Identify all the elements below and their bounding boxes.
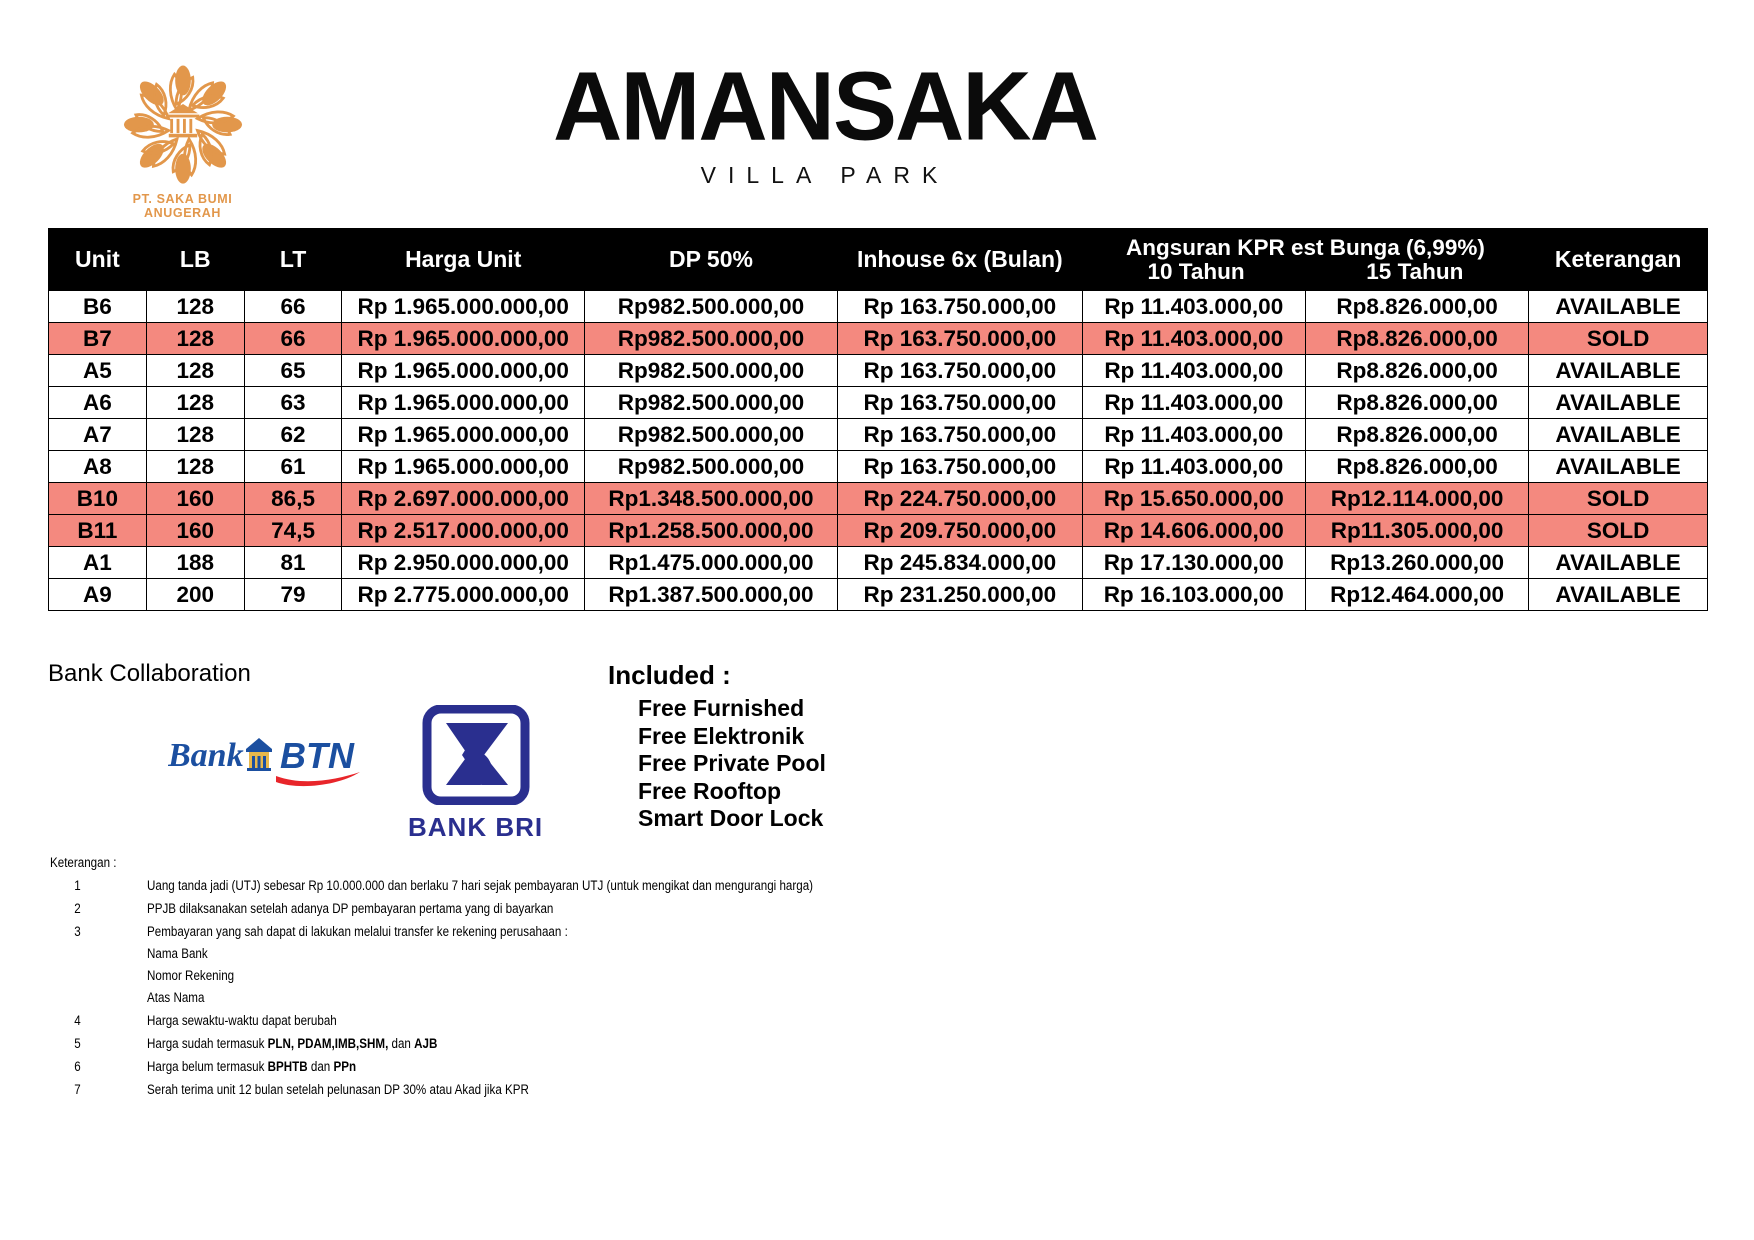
lt-cell: 62 — [244, 419, 342, 451]
status-cell: AVAILABLE — [1529, 355, 1708, 387]
bank-bri-logo-icon — [422, 705, 530, 805]
lt-cell: 81 — [244, 547, 342, 579]
included-item: Free Private Pool — [638, 750, 826, 776]
page-header — [0, 0, 1754, 225]
note-number: 5 — [74, 1036, 81, 1051]
note-text: Harga sewaktu-waktu dapat berubah — [147, 1013, 337, 1028]
bank-btn-logo — [168, 730, 368, 797]
kpr-10-tahun-cell: Rp 16.103.000,00 — [1082, 579, 1305, 611]
kpr-15-tahun-cell: Rp8.826.000,00 — [1305, 323, 1528, 355]
note-number: 4 — [74, 1013, 81, 1028]
amansaka-wordmark-icon — [545, 60, 1105, 156]
col-header-kpr-group — [1082, 229, 1529, 291]
brand-logo — [545, 60, 1105, 189]
included-list — [608, 695, 826, 833]
note-number: 6 — [74, 1059, 81, 1074]
lt-cell: 61 — [244, 451, 342, 483]
harga-unit-cell: Rp 2.775.000.000,00 — [342, 579, 584, 611]
unit-cell: A9 — [49, 579, 147, 611]
inhouse-cell: Rp 209.750.000,00 — [838, 515, 1083, 547]
dp50-cell: Rp982.500.000,00 — [584, 419, 837, 451]
note-text: Serah terima unit 12 bulan setelah pelunasan DP 30% atau Akad jika KPR — [147, 1082, 529, 1097]
lt-cell: 79 — [244, 579, 342, 611]
harga-unit-cell: Rp 2.517.000.000,00 — [342, 515, 584, 547]
floral-mandala-temple-icon — [108, 62, 258, 190]
lb-cell: 128 — [146, 323, 244, 355]
unit-cell: A6 — [49, 387, 147, 419]
harga-unit-cell: Rp 1.965.000.000,00 — [342, 291, 584, 323]
included-section — [608, 660, 826, 833]
table-row — [49, 451, 1708, 483]
lt-cell: 86,5 — [244, 483, 342, 515]
unit-cell: B7 — [49, 323, 147, 355]
inhouse-cell: Rp 163.750.000,00 — [838, 451, 1083, 483]
unit-cell: B6 — [49, 291, 147, 323]
included-item: Smart Door Lock — [638, 805, 824, 831]
kpr-15-tahun-cell: Rp12.114.000,00 — [1305, 483, 1528, 515]
status-cell: AVAILABLE — [1529, 579, 1708, 611]
dp50-cell: Rp1.475.000.000,00 — [584, 547, 837, 579]
lb-cell: 128 — [146, 291, 244, 323]
col-header-harga-unit: Harga Unit — [342, 229, 584, 291]
note-item — [50, 1082, 1250, 1097]
note-text: Pembayaran yang sah dapat di lakukan melalui transfer ke rekening perusahaan : — [147, 924, 568, 939]
unit-cell: A1 — [49, 547, 147, 579]
kpr-10-tahun-cell: Rp 11.403.000,00 — [1082, 387, 1305, 419]
harga-unit-cell: Rp 1.965.000.000,00 — [342, 387, 584, 419]
table-row — [49, 579, 1708, 611]
lb-cell: 200 — [146, 579, 244, 611]
status-cell: SOLD — [1529, 483, 1708, 515]
note-text: Uang tanda jadi (UTJ) sebesar Rp 10.000.000 dan berlaku 7 hari sejak pembayaran UTJ (untuk mengikat dan mengurangi harga) — [147, 878, 814, 893]
lt-cell: 66 — [244, 291, 342, 323]
bank-collaboration-label: Bank Collaboration — [48, 660, 251, 687]
unit-cell: A5 — [49, 355, 147, 387]
kpr-15-tahun-cell: Rp8.826.000,00 — [1305, 451, 1528, 483]
kpr-15-tahun-cell: Rp11.305.000,00 — [1305, 515, 1528, 547]
bank-collaboration-section — [48, 660, 648, 842]
table-row — [49, 547, 1708, 579]
company-name: PT. SAKA BUMI ANUGERAH — [132, 192, 233, 220]
unit-cell: A7 — [49, 419, 147, 451]
svg-text:Bank: Bank — [168, 737, 244, 774]
lb-cell: 128 — [146, 451, 244, 483]
lb-cell: 128 — [146, 355, 244, 387]
kpr-15-tahun-cell: Rp12.464.000,00 — [1305, 579, 1528, 611]
table-row — [49, 515, 1708, 547]
note-item — [50, 1013, 1250, 1028]
note-subitem: Nomor Rekening — [147, 968, 235, 983]
kpr-15-tahun-cell: Rp8.826.000,00 — [1305, 355, 1528, 387]
notes-body — [50, 878, 1250, 1097]
status-cell: AVAILABLE — [1529, 451, 1708, 483]
unit-cell: B11 — [49, 515, 147, 547]
inhouse-cell: Rp 224.750.000,00 — [838, 483, 1083, 515]
note-item — [50, 924, 1250, 939]
kpr-10-tahun-cell: Rp 15.650.000,00 — [1082, 483, 1305, 515]
col-header-unit: Unit — [49, 229, 147, 291]
lb-cell: 188 — [146, 547, 244, 579]
kpr-15-tahun-cell: Rp8.826.000,00 — [1305, 291, 1528, 323]
inhouse-cell: Rp 245.834.000,00 — [838, 547, 1083, 579]
kpr-10-tahun-cell: Rp 11.403.000,00 — [1082, 419, 1305, 451]
dp50-cell: Rp982.500.000,00 — [584, 387, 837, 419]
col-header-lb: LB — [146, 229, 244, 291]
col-header-keterangan: Keterangan — [1529, 229, 1708, 291]
note-item — [50, 1059, 1250, 1074]
dp50-cell: Rp982.500.000,00 — [584, 451, 837, 483]
inhouse-cell: Rp 231.250.000,00 — [838, 579, 1083, 611]
dp50-cell: Rp1.258.500.000,00 — [584, 515, 837, 547]
bank-btn-logo-icon — [168, 730, 368, 792]
kpr-15-tahun-cell: Rp8.826.000,00 — [1305, 419, 1528, 451]
unit-cell: A8 — [49, 451, 147, 483]
bank-logos — [168, 705, 543, 843]
note-text: PPJB dilaksanakan setelah adanya DP pembayaran pertama yang di bayarkan — [147, 901, 554, 916]
svg-text:AMANSAKA: AMANSAKA — [553, 60, 1097, 156]
price-table-container — [48, 228, 1708, 611]
note-number: 1 — [74, 878, 81, 893]
brand-subtitle: VILLA PARK — [700, 162, 950, 188]
status-cell: SOLD — [1529, 323, 1708, 355]
kpr-10-tahun-cell: Rp 17.130.000,00 — [1082, 547, 1305, 579]
inhouse-cell: Rp 163.750.000,00 — [838, 291, 1083, 323]
kpr-sub-10-tahun: 10 Tahun — [1147, 259, 1245, 284]
inhouse-cell: Rp 163.750.000,00 — [838, 323, 1083, 355]
dp50-cell: Rp982.500.000,00 — [584, 323, 837, 355]
status-cell: AVAILABLE — [1529, 291, 1708, 323]
lb-cell: 160 — [146, 483, 244, 515]
table-row — [49, 387, 1708, 419]
price-table — [48, 228, 1708, 611]
lb-cell: 128 — [146, 387, 244, 419]
kpr-10-tahun-cell: Rp 11.403.000,00 — [1082, 355, 1305, 387]
table-header-row — [49, 229, 1708, 291]
status-cell: AVAILABLE — [1529, 387, 1708, 419]
dp50-cell: Rp1.387.500.000,00 — [584, 579, 837, 611]
included-item: Free Furnished — [638, 695, 805, 721]
inhouse-cell: Rp 163.750.000,00 — [838, 387, 1083, 419]
included-item: Free Rooftop — [638, 777, 782, 804]
note-text: Harga sudah termasuk PLN, PDAM,IMB,SHM, dan AJB — [147, 1036, 438, 1051]
status-cell: AVAILABLE — [1529, 419, 1708, 451]
table-row — [49, 355, 1708, 387]
kpr-group-title: Angsuran KPR est Bunga (6,99%) — [1126, 234, 1485, 260]
notes-section — [50, 855, 1250, 1097]
col-header-dp50: DP 50% — [584, 229, 837, 291]
note-number: 3 — [74, 924, 81, 939]
dp50-cell: Rp1.348.500.000,00 — [584, 483, 837, 515]
unit-cell: B10 — [49, 483, 147, 515]
inhouse-cell: Rp 163.750.000,00 — [838, 355, 1083, 387]
note-number: 7 — [74, 1082, 81, 1097]
note-subitem: Nama Bank — [147, 946, 208, 961]
lb-cell: 128 — [146, 419, 244, 451]
company-logo — [95, 62, 270, 220]
harga-unit-cell: Rp 2.697.000.000,00 — [342, 483, 584, 515]
kpr-10-tahun-cell: Rp 11.403.000,00 — [1082, 323, 1305, 355]
lt-cell: 74,5 — [244, 515, 342, 547]
harga-unit-cell: Rp 1.965.000.000,00 — [342, 451, 584, 483]
lt-cell: 63 — [244, 387, 342, 419]
col-header-lt: LT — [244, 229, 342, 291]
note-item — [50, 901, 1250, 916]
note-item — [50, 878, 1250, 893]
table-row — [49, 419, 1708, 451]
price-table-head — [49, 229, 1708, 291]
table-row — [49, 323, 1708, 355]
kpr-sub-15-tahun: 15 Tahun — [1366, 259, 1464, 284]
lt-cell: 66 — [244, 323, 342, 355]
bank-bri-logo — [408, 705, 543, 843]
note-text: Harga belum termasuk BPHTB dan PPn — [147, 1059, 357, 1074]
col-header-inhouse: Inhouse 6x (Bulan) — [838, 229, 1083, 291]
price-table-body — [49, 291, 1708, 611]
harga-unit-cell: Rp 1.965.000.000,00 — [342, 419, 584, 451]
kpr-10-tahun-cell: Rp 14.606.000,00 — [1082, 515, 1305, 547]
kpr-10-tahun-cell: Rp 11.403.000,00 — [1082, 291, 1305, 323]
note-number: 2 — [74, 901, 81, 916]
status-cell: SOLD — [1529, 515, 1708, 547]
note-item — [50, 1036, 1250, 1051]
svg-text:BTN: BTN — [280, 735, 354, 776]
notes-title: Keterangan : — [50, 855, 117, 870]
dp50-cell: Rp982.500.000,00 — [584, 291, 837, 323]
harga-unit-cell: Rp 1.965.000.000,00 — [342, 355, 584, 387]
table-row — [49, 291, 1708, 323]
bank-bri-label: BANK BRI — [408, 812, 544, 842]
lb-cell: 160 — [146, 515, 244, 547]
harga-unit-cell: Rp 1.965.000.000,00 — [342, 323, 584, 355]
included-item: Free Elektronik — [638, 722, 805, 749]
note-subitem: Atas Nama — [147, 990, 205, 1005]
included-title: Included : — [608, 660, 731, 690]
kpr-10-tahun-cell: Rp 11.403.000,00 — [1082, 451, 1305, 483]
kpr-15-tahun-cell: Rp13.260.000,00 — [1305, 547, 1528, 579]
lt-cell: 65 — [244, 355, 342, 387]
inhouse-cell: Rp 163.750.000,00 — [838, 419, 1083, 451]
kpr-15-tahun-cell: Rp8.826.000,00 — [1305, 387, 1528, 419]
harga-unit-cell: Rp 2.950.000.000,00 — [342, 547, 584, 579]
dp50-cell: Rp982.500.000,00 — [584, 355, 837, 387]
table-row — [49, 483, 1708, 515]
status-cell: AVAILABLE — [1529, 547, 1708, 579]
